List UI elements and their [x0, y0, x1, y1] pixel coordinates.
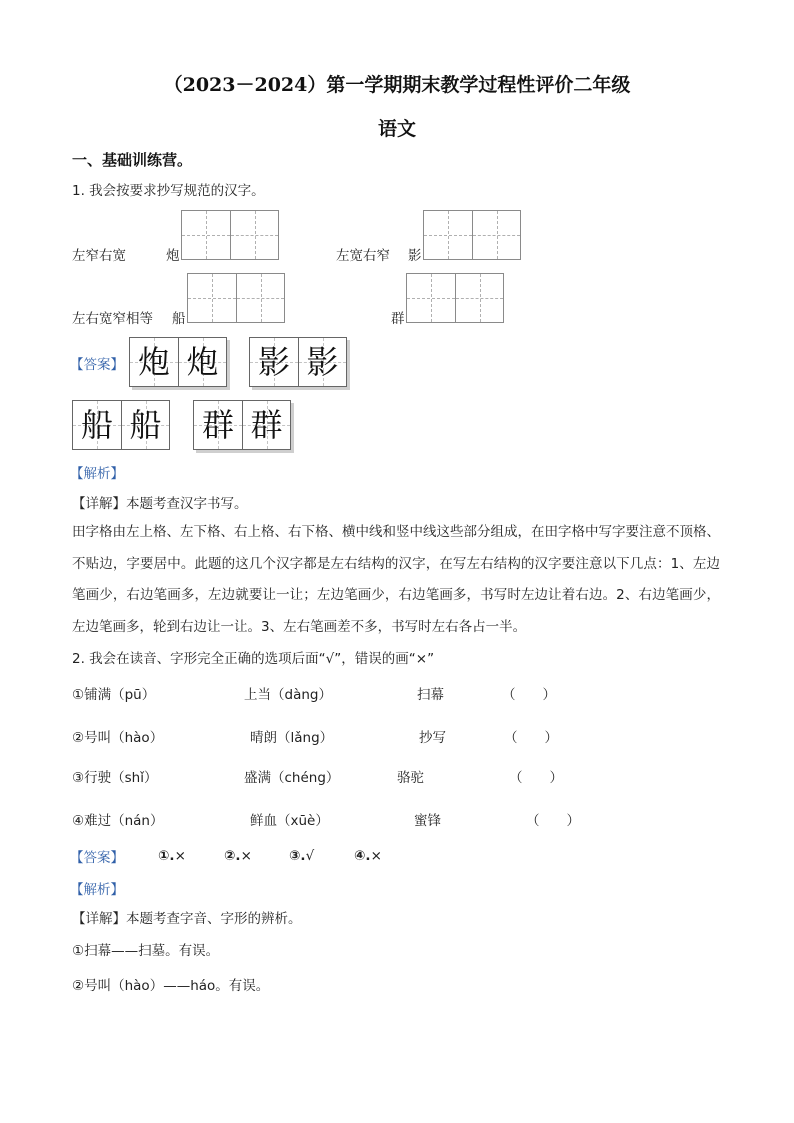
answer-char: 船	[121, 401, 169, 449]
writing-grid-pao[interactable]	[181, 210, 279, 260]
answer-char: 船	[73, 401, 121, 449]
detail-tag: 【详解】	[72, 911, 126, 927]
answer-number: ②.	[224, 848, 241, 864]
q2-answer-tag: 【答案】	[70, 850, 124, 866]
answer-char: 影	[298, 338, 346, 386]
answer-number: ③.	[289, 848, 306, 864]
answer-grid-chuan	[72, 400, 170, 450]
label-left-narrow: 左窄右宽	[72, 248, 126, 264]
writing-grid-qun[interactable]	[406, 273, 504, 323]
detail-line	[72, 494, 248, 514]
q2-answer-4	[354, 846, 382, 866]
q2-row-1-b: 上当（dàng）	[244, 687, 332, 703]
q2-row-3-b: 盛满（chéng）	[244, 770, 340, 786]
grid-cell[interactable]	[188, 274, 236, 322]
answer-number: ④.	[354, 848, 371, 864]
detail-text: 本题考查字音、字形的辨析。	[126, 911, 302, 927]
label-equal: 左右宽窄相等	[72, 311, 153, 327]
q2-answer-3	[289, 846, 314, 866]
char-pao: 炮	[166, 248, 180, 264]
char-qun: 群	[391, 311, 405, 327]
analysis-tag: 【解析】	[70, 466, 124, 482]
q2-row-4-a: ④难过（nán）	[72, 813, 164, 829]
q2-row-1-c: 扫幕	[417, 687, 444, 703]
q2-note-1: ①扫幕——扫墓。有误。	[72, 943, 220, 959]
grid-cell[interactable]	[472, 211, 520, 259]
q2-row-2-blank[interactable]: （ ）	[504, 730, 558, 746]
answer-tag: 【答案】	[70, 357, 124, 373]
q2-row-1-blank[interactable]: （ ）	[502, 687, 556, 703]
answer-grid-pao	[129, 337, 227, 387]
q2-answer-1	[158, 846, 186, 866]
page-title: （2023－2024）第一学期期末教学过程性评价二年级	[163, 74, 631, 96]
q2-row-2-c: 抄写	[419, 730, 446, 746]
q2-row-4-blank[interactable]: （ ）	[526, 813, 580, 829]
answer-grid-qun	[193, 400, 291, 450]
answer-mark: ×	[240, 848, 252, 864]
answer-grid-ying	[249, 337, 347, 387]
char-ying: 影	[408, 248, 422, 264]
question-1-prompt: 1. 我会按要求抄写规范的汉字。	[72, 183, 265, 199]
writing-grid-chuan[interactable]	[187, 273, 285, 323]
detail-text: 本题考查汉字书写。	[126, 496, 248, 512]
grid-cell[interactable]	[182, 211, 230, 259]
char-chuan: 船	[172, 311, 186, 327]
q2-row-3-blank[interactable]: （ ）	[509, 770, 563, 786]
q2-row-4-b: 鲜血（xūè）	[250, 813, 329, 829]
q2-row-3-a: ③行驶（shǐ）	[72, 770, 158, 786]
answer-mark: ×	[370, 848, 382, 864]
q2-row-1-a: ①铺满（pū）	[72, 687, 156, 703]
q2-row-4-c: 蜜锋	[414, 813, 441, 829]
answer-char: 群	[194, 401, 242, 449]
answer-char: 炮	[130, 338, 178, 386]
answer-char: 炮	[178, 338, 226, 386]
q2-row-2-a: ②号叫（hào）	[72, 730, 164, 746]
answer-number: ①.	[158, 848, 175, 864]
answer-mark: √	[305, 848, 315, 864]
answer-char: 影	[250, 338, 298, 386]
question-2-prompt: 2. 我会在读音、字形完全正确的选项后面“√”，错误的画“×”	[72, 651, 435, 667]
grid-cell[interactable]	[230, 211, 278, 259]
section-heading: 一、基础训练营。	[72, 151, 193, 169]
answer-mark: ×	[174, 848, 186, 864]
answer-char: 群	[242, 401, 290, 449]
explanation-paragraph: 田字格由左上格、左下格、右上格、右下格、横中线和竖中线这些部分组成，在田字格中写字要注意不顶格、不贴边，字要居中。此题的这几个汉字都是左右结构的汉字，在写左右结构的汉字要注意以下几点：1、左边笔画少，右边笔画多，左边就要让一让；左边笔画少，右边笔画多，书写时左边让着右边。2、右边笔画少，左边笔画多，轮到右边让一让。3、左右笔画差不多，书写时左右各占一半。	[72, 524, 720, 635]
q2-analysis-tag: 【解析】	[70, 882, 124, 898]
detail-tag: 【详解】	[72, 496, 126, 512]
q2-note-2: ②号叫（hào）——háo。有误。	[72, 978, 270, 994]
q2-row-2-b: 晴朗（lǎng）	[250, 730, 334, 746]
grid-cell[interactable]	[407, 274, 455, 322]
q2-answer-2	[224, 846, 252, 866]
grid-cell[interactable]	[236, 274, 284, 322]
q2-row-3-c: 骆驼	[397, 770, 424, 786]
subject-title: 语文	[377, 118, 416, 140]
grid-cell[interactable]	[424, 211, 472, 259]
label-left-wide: 左宽右窄	[336, 248, 390, 264]
grid-cell[interactable]	[455, 274, 503, 322]
writing-grid-ying[interactable]	[423, 210, 521, 260]
q2-detail-line	[72, 909, 302, 929]
